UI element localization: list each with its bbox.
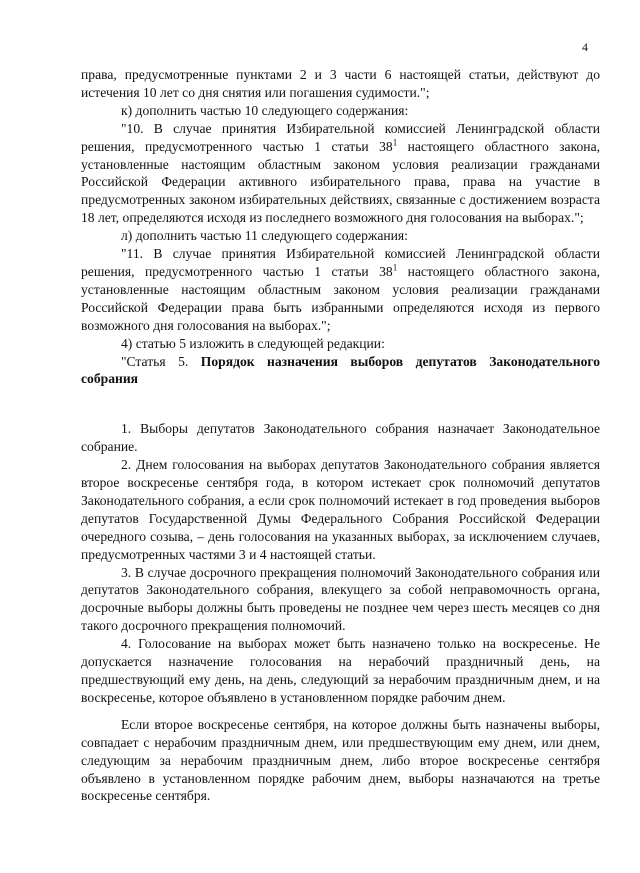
article-5-title: Порядок назначения выборов депутатов Законодательного собрания xyxy=(81,353,600,387)
paragraph-continuation: права, предусмотренные пунктами 2 и 3 части 6 настоящей статьи, действуют до истечения 10 лет со дня снятия или погашения судимости."; xyxy=(81,67,600,100)
part-11-text-start: "11. В случае принятия Избирательной комиссией Ленинградской области решения, предусмотренного частью 1 статьи 38 xyxy=(81,246,600,279)
part-10-superscript: 1 xyxy=(392,137,398,148)
spacer xyxy=(81,388,600,420)
part-10-text-end: настоящего областного закона, установленные настоящим областным законом условия реализации гражданами Российской Федерации активного избирательного права, права на участие в предусмотренных законом избирательных действиях, связанные с достижением возраста 18 лет, определяются исходя из последнего возможного дня голосования на выборах."; xyxy=(81,138,601,226)
paragraph-part-10 xyxy=(81,120,600,227)
part-11-superscript: 1 xyxy=(392,262,398,273)
part-10-text-start: "10. В случае принятия Избирательной комиссией Ленинградской области решения, предусмотренного частью 1 статьи 38 xyxy=(81,120,600,154)
article-5-heading xyxy=(81,353,600,389)
article-5-part-2: 2. Днем голосования на выборах депутатов Законодательного собрания является второе воскресенье сентября года, в котором истекает срок полномочий депутатов Законодательного собрания, а если срок полномочий истекает в год проведения выборов депутатов Государственной Думы Федерального Собрания Российской Федерации очередного созыва, – день голосования на указанных выборах, за исключением случаев, предусмотренных частями 3 и 4 настоящей статьи. xyxy=(81,457,600,562)
paragraph-amendment-l: л) дополнить частью 11 следующего содержания: xyxy=(121,228,408,244)
paragraph-part-11 xyxy=(81,245,600,335)
paragraph-amendment-k: к) дополнить частью 10 следующего содержания: xyxy=(121,102,409,118)
article-5-part-4: 4. Голосование на выборах может быть назначено только на воскресенье. Не допускается назначение голосования на нерабочий праздничный день, на предшествующий ему день, на день, следующий за нерабочим праздничным днем, и на воскресенье, которое объявлено в установленном порядке рабочим днем. xyxy=(81,636,600,705)
article-5-prefix: "Статья 5. xyxy=(121,353,201,369)
article-5-part-3: 3. В случае досрочного прекращения полномочий Законодательного собрания или депутатов Законодательного собрания, влекущего за собой неправомочность органа, досрочные выборы должны быть проведены не позднее чем через шесть месяцев со дня такого досрочного прекращения полномочий. xyxy=(81,564,600,634)
page-number: 4 xyxy=(582,40,588,54)
part-11-text-end: настоящего областного закона, установленные настоящим областным законом условия реализации гражданами Российской Федерации права быть избранными определяются исходя из первого возможного дня голосования на выборах."; xyxy=(81,263,601,333)
article-5-part-1: 1. Выборы депутатов Законодательного собрания назначает Законодательное собрание. xyxy=(81,421,600,455)
document-body xyxy=(81,66,600,805)
paragraph-item-4: 4) статью 5 изложить в следующей редакции: xyxy=(121,335,385,351)
article-5-part-4-continuation: Если второе воскресенье сентября, на которое должны быть назначены выборы, совпадает с нерабочим праздничным днем, или предшествующим ему днем, или днем, следующим за нерабочим праздничным днем, либо второе воскресенье сентября объявлено в установленном порядке рабочим днем, выборы назначаются на третье воскресенье сентября. xyxy=(81,716,600,804)
spacer xyxy=(81,707,600,716)
